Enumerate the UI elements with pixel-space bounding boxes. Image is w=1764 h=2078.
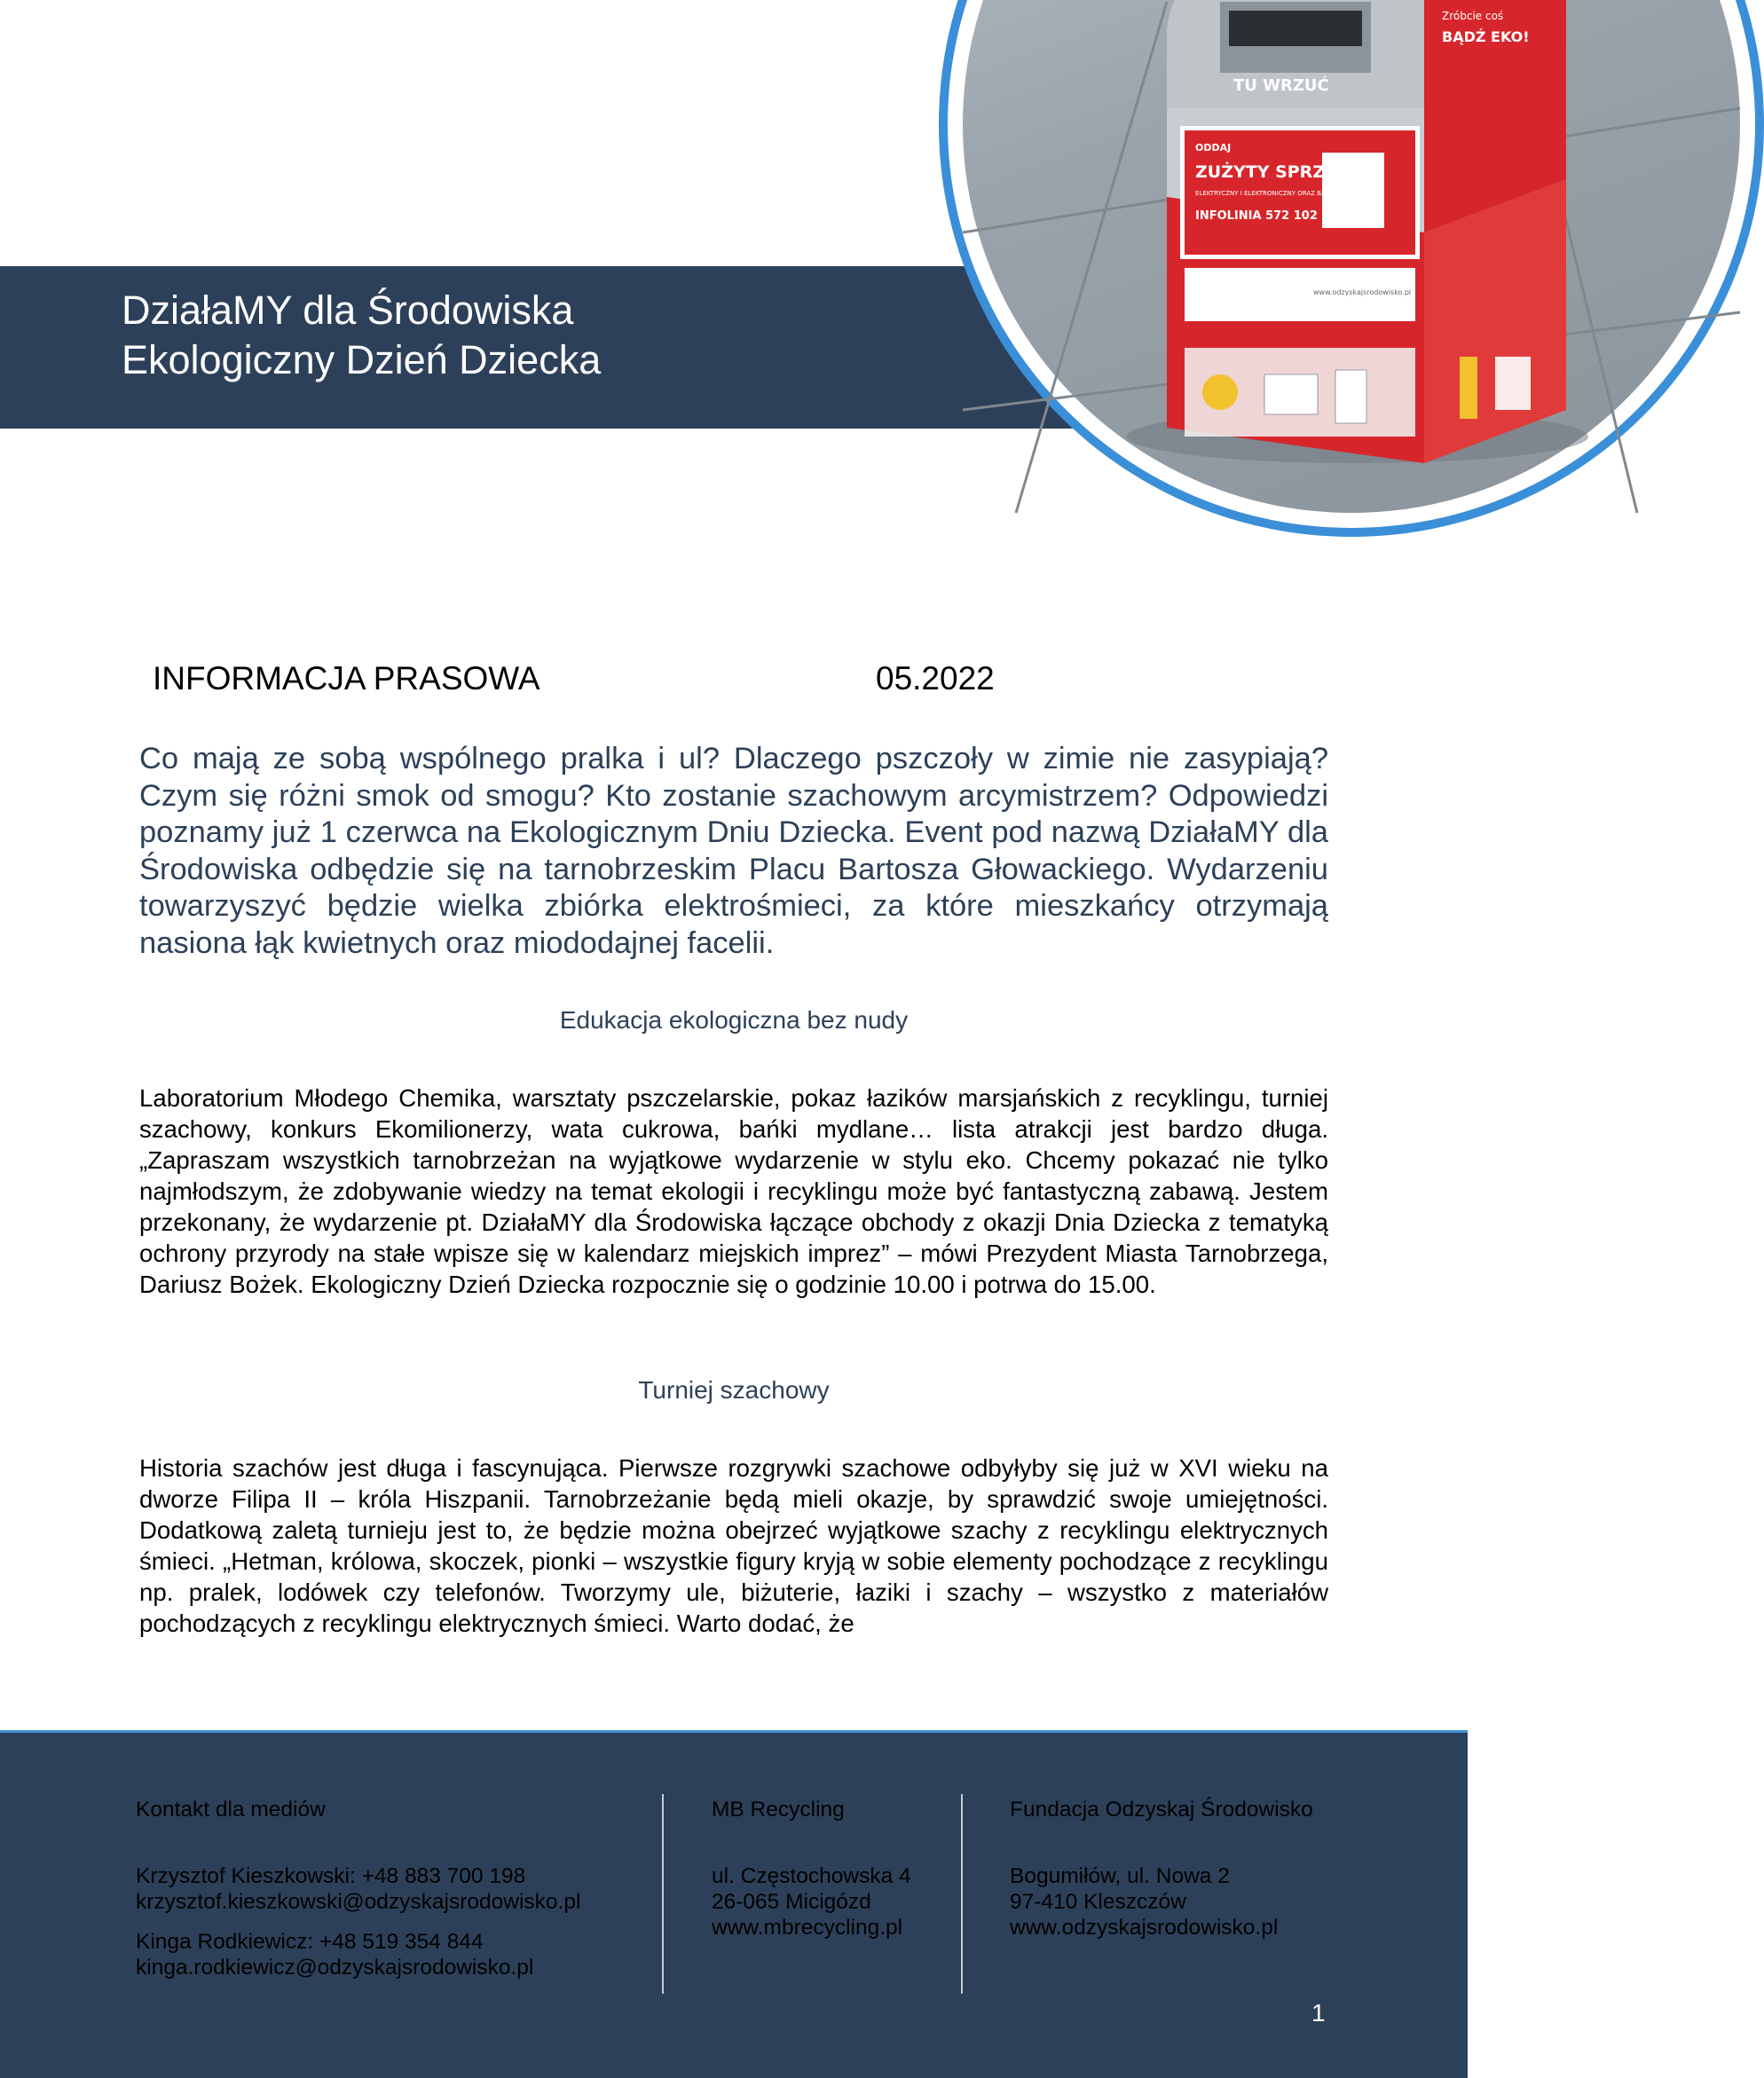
container-side-text1: Zróbcie coś	[1442, 10, 1504, 22]
container-panel-add: ODDAJ	[1195, 142, 1232, 153]
section-heading-education: Edukacja ekologiczna bez nudy	[559, 1006, 909, 1034]
section-text-chess: Historia szachów jest długa i fascynująca. Pierwsze rozgrywki szachowe odbyłyby się już w XVI wieku na dworze Filipa II – króla Hiszpanii. Tarnobrzeżanie będą mieli okazje, by sprawdzić swoje umiejętności. Dodatkową zaletą turnieju jest to, że będzie można obejrzeć wyjątkowe szachy z recyklingu elektrycznych śmieci. „Hetman, królowa, skoczek, pionki – wszystkie figury kryją w sobie elementy pochodzące z recyklingu np. pralek, lodówek czy telefonów. Tworzymy ule, biżuterie, łaziki i szachy – wszystko z materiałów pochodzących z recyklingu elektrycznych śmieci. Warto dodać, że	[139, 1454, 1328, 1637]
footer-mb-postcode: 26-065 Micigózd	[712, 1890, 871, 1914]
footer-foundation-website[interactable]: www.odzyskajsrodowisko.pl	[1010, 1916, 1279, 1940]
footer-contact-person1-email[interactable]: krzysztof.kieszkowski@odzyskajsrodowisko.pl	[136, 1890, 581, 1914]
press-release-date: 05.2022	[876, 660, 995, 697]
footer-mb-recycling	[712, 1797, 911, 1940]
section-heading-chess: Turniej szachowy	[638, 1376, 830, 1404]
container-side-text2: BĄDŹ EKO!	[1442, 28, 1530, 45]
header-title-line1: DziałaMY dla Środowiska	[122, 287, 574, 333]
footer-contact-heading: Kontakt dla mediów	[136, 1798, 326, 1822]
footer-foundation-address: Bogumiłów, ul. Nowa 2	[1010, 1864, 1230, 1888]
footer-foundation	[1010, 1797, 1313, 1940]
container-panel-title: ZUŻYTY SPRZĘT	[1195, 162, 1349, 182]
footer-mb-heading: MB Recycling	[712, 1798, 845, 1822]
header-title-line2: Ekologiczny Dzień Dziecka	[122, 337, 602, 382]
header-title	[122, 286, 601, 385]
press-release-label: INFORMACJA PRASOWA	[153, 660, 540, 697]
ewaste-container-illustration	[963, 0, 1740, 513]
footer-mb-address: ul. Częstochowska 4	[712, 1864, 911, 1888]
header-photo	[963, 0, 1740, 513]
footer-foundation-postcode: 97-410 Kleszczów	[1010, 1890, 1186, 1914]
footer-contact-person2-email[interactable]: kinga.rodkiewicz@odzyskajsrodowisko.pl	[136, 1956, 534, 1980]
container-label: TU WRZUĆ	[1233, 76, 1329, 95]
footer-foundation-heading: Fundacja Odzyskaj Środowisko	[1010, 1798, 1313, 1822]
lead-paragraph: Co mają ze sobą wspólnego pralka i ul? Dlaczego pszczoły w zimie nie zasypiają? Czym się różni smok od smogu? Kto zostanie szachowym arcymistrzem? Odpowiedzi poznamy już 1 czerwca na Ekologicznym Dniu Dziecka. Event pod nazwą DziałaMY dla Środowiska odbędzie się na tarnobrzeskim Placu Bartosza Głowackiego. Wydarzeniu towarzyszyć będzie wielka zbiórka elektrośmieci, za które mieszkańcy otrzymają nasiona łąk kwietnych oraz miododajnej facelii.	[139, 742, 1328, 960]
footer-divider-1	[662, 1794, 664, 1994]
container-panel-sub: ELEKTRYCZNY I ELEKTRONICZNY ORAZ BATERIE	[1195, 190, 1343, 197]
footer-divider-2	[961, 1794, 963, 1994]
section-text-education: Laboratorium Młodego Chemika, warsztaty pszczelarskie, pokaz łazików marsjańskich z recyklingu, turniej szachowy, konkurs Ekomilionerzy, wata cukrowa, bańki mydlane… lista atrakcji jest bardzo długa. „Zapraszam wszystkich tarnobrzeżan na wyjątkowe wydarzenie w stylu eko. Chcemy pokazać nie tylko najmłodszym, że zdobywanie wiedzy na temat ekologii i recyklingu może być fantastyczną zabawą. Jestem przekonany, że wydarzenie pt. DziałaMY dla Środowiska łączące obchody z okazji Dnia Dziecka z tematyką ochrony przyrody na stałe wpisze się w kalendarz miejskich imprez” – mówi Prezydent Miasta Tarnobrzega, Dariusz Bożek. Ekologiczny Dzień Dziecka rozpocznie się o godzinie 10.00 i potrwa do 15.00.	[139, 1084, 1328, 1298]
container-panel-info: INFOLINIA 572 102 102	[1195, 209, 1346, 223]
footer-contact-person1-phone: Krzysztof Kieszkowski: +48 883 700 198	[136, 1864, 526, 1888]
footer-contact	[136, 1797, 580, 1980]
footer-contact-person2-phone: Kinga Rodkiewicz: +48 519 354 844	[136, 1930, 484, 1954]
container-side-web: www.odzyskajsrodowisko.pl	[1313, 288, 1412, 296]
page-number: 1	[1311, 1999, 1326, 2027]
footer-mb-website[interactable]: www.mbrecycling.pl	[712, 1916, 903, 1940]
